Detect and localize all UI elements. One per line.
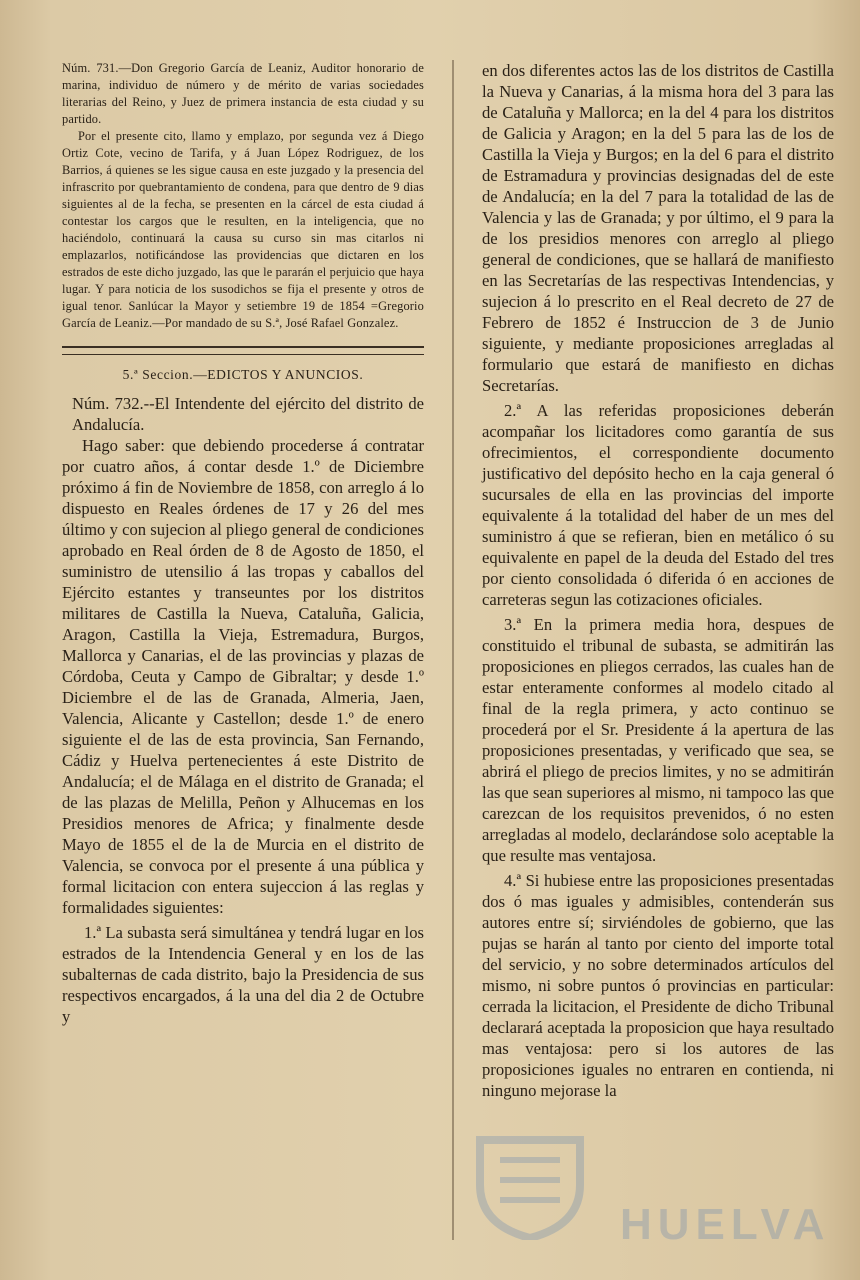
edict-732-rule-1-continued: en dos diferentes actos las de los distritos de Castilla la Nueva y Canarias, á la misma hora del 3 para las de Cataluña y Mallorca; en la del 4 para los distritos de Galicia y Aragon; en la del 5 para las de los de Castilla la Vieja y Burgos; en la del 6 para el distrito de Estramadura y provincias designadas del de este de Andalucía; en la del 7 para la totalidad de las de Valencia y las de Granada; y por último, el 9 para la de los presidios menores con arreglo al pliego general de condiciones, que se hallará de manifiesto en las Secretarías de las respectivas Intendencias, y sujecion á lo prescrito en el Real decreto de 27 de Febrero de 1852 é Instruccion de 3 de Junio siguiente, y mediante proposiciones arregladas al formulario que estará de manifiesto en dichas Secretarías. bbox=[482, 61, 834, 395]
archive-watermark bbox=[470, 1130, 831, 1260]
edict-732-body: Hago saber: que debiendo procederse á contratar por cuatro años, á contar desde 1.º de Diciembre próximo á fin de Noviembre de 1858, con arreglo á lo dispuesto en Reales órdenes de 17 y 26 del mes último y con sujecion al pliego general de condiciones aprobado en Real órden de 8 de Agosto de 1850, el suministro de utensilio á las tropas y caballos del Ejército estantes y transeuntes por los distritos militares de Castilla la Nueva, Cataluña, Galicia, Aragon, Castilla la Vieja, Estremadura, Burgos, Mallorca y Canarias, el de las provincias y plazas de Córdoba, Ceuta y Campo de Gibraltar; y desde 1.º Diciembre el de las de Granada, Almeria, Jaen, Valencia, Alicante y Castellon; desde 1.º de enero siguiente el de las de esta provincia, San Fernando, Cádiz y Huelva pertenecientes á este Distrito de Andalucía; el de Málaga en el distrito de Granada; el de las plazas de Melilla, Peñon y Alhucemas en los Presidios menores de Africa; y finalmente desde Mayo de 1855 el de la de Murcia en el distrito de Valencia, se convoca por el presente á una pública y formal licitacion con entera sujeccion á las reglas y formalidades siguientes: bbox=[62, 436, 424, 917]
edict-732-rule-2: 2.ª A las referidas proposiciones deberán acompañar los licitadores como garantía de sus ofrecimientos, el correspondiente documento justificativo del depósito hecho en la caja general ó sucursales de ella en las provincias del importe equivalente á la totalidad del haber de un mes del suministro á que se refieran, bien en metálico ó su equivalente en papel de la deuda del Estado del tres por ciento consolidada ó diferida ó en acciones de carreteras segun las cotizaciones oficiales. bbox=[482, 401, 834, 609]
section-title: 5.ª Seccion.—EDICTOS Y ANUNCIOS. bbox=[122, 367, 364, 382]
edict-732 bbox=[62, 393, 424, 1027]
section-divider-rule bbox=[62, 346, 424, 355]
edict-732-rule-4: 4.ª Si hubiese entre las proposiciones presentadas dos ó mas iguales y admisibles, contenderán sus autores entre sí; sirviéndoles de gobierno, que las pujas se harán al tanto por ciento del importe total del servicio, y no sobre determinados artículos del mismo, ni sobre puntos ó provincias en particular: cerrada la licitacion, el Presidente de dicho Tribunal declarará aceptada la proposicion que haya resultado mas ventajosa: pero si los autores de las proposiciones iguales no entraren en contienda, ni ninguno mejorase la bbox=[482, 871, 834, 1100]
right-column bbox=[482, 60, 834, 1101]
edict-732-heading: Núm. 732.--El Intendente del ejército del distrito de Andalucía. bbox=[72, 394, 424, 434]
edict-732-rule-1: 1.ª La subasta será simultánea y tendrá lugar en los estrados de la Intendencia General y en los de las subalternas de cada distrito, bajo la Presidencia de sus respectivos encargados, á la una del dia 2 de Octubre y bbox=[62, 923, 424, 1026]
left-column bbox=[62, 60, 424, 1027]
edict-732-rule-3: 3.ª En la primera media hora, despues de constituido el tribunal de subasta, se admitirán las proposiciones en pliegos cerrados, las cuales han de estar enteramente conformes al modelo citado al final de la regla primera, y acto continuo se procederá por el Sr. Presidente á la apertura de las proposiciones presentadas, y verificado que sea, se abrirá el pliego de precios limites, y no se admitirán las que sean superiores al mismo, ni tampoco las que carezcan de los requisitos prevenidos, ó no esten arregladas al modelo, declarándose solo aceptable la que resulte mas ventajosa. bbox=[482, 615, 834, 865]
watermark-text: HUELVA bbox=[620, 1200, 831, 1249]
shield-emblem-icon bbox=[470, 1130, 590, 1240]
edict-731 bbox=[62, 60, 424, 332]
edict-731-heading: Núm. 731.—Don Gregorio García de Leaniz, Auditor honorario de marina, individuo de número y de mérito de varias sociedades literarias del Reino, y Juez de primera instancia de esta ciudad y su partido. bbox=[62, 61, 424, 126]
edict-731-body: Por el presente cito, llamo y emplazo, por segunda vez á Diego Ortiz Cote, vecino de Tarifa, y á Juan López Rodriguez, de los Barrios, á quienes se les sigue causa en este juzgado y la presencia del infrascrito por quebrantamiento de condena, para que dentro de 9 dias siguientes al de la fecha, se presenten en la cárcel de esta ciudad á contestar los cargos que le resulten, en la inteligencia, que no haciéndolo, continuará la causa su curso sin mas citarlos ni emplazarlos, notificándose las providencias que dictaren en los estrados de este dicho juzgado, las que le pararán el perjuicio que haya lugar. Y para noticia de los susodichos se fija el presente y otros de igual tenor. Sanlúcar la Mayor y setiembre 19 de 1854 =Gregorio García de Leaniz.—Por mandado de su S.ª, José Rafael Gonzalez. bbox=[62, 129, 424, 330]
column-divider bbox=[452, 60, 454, 1240]
